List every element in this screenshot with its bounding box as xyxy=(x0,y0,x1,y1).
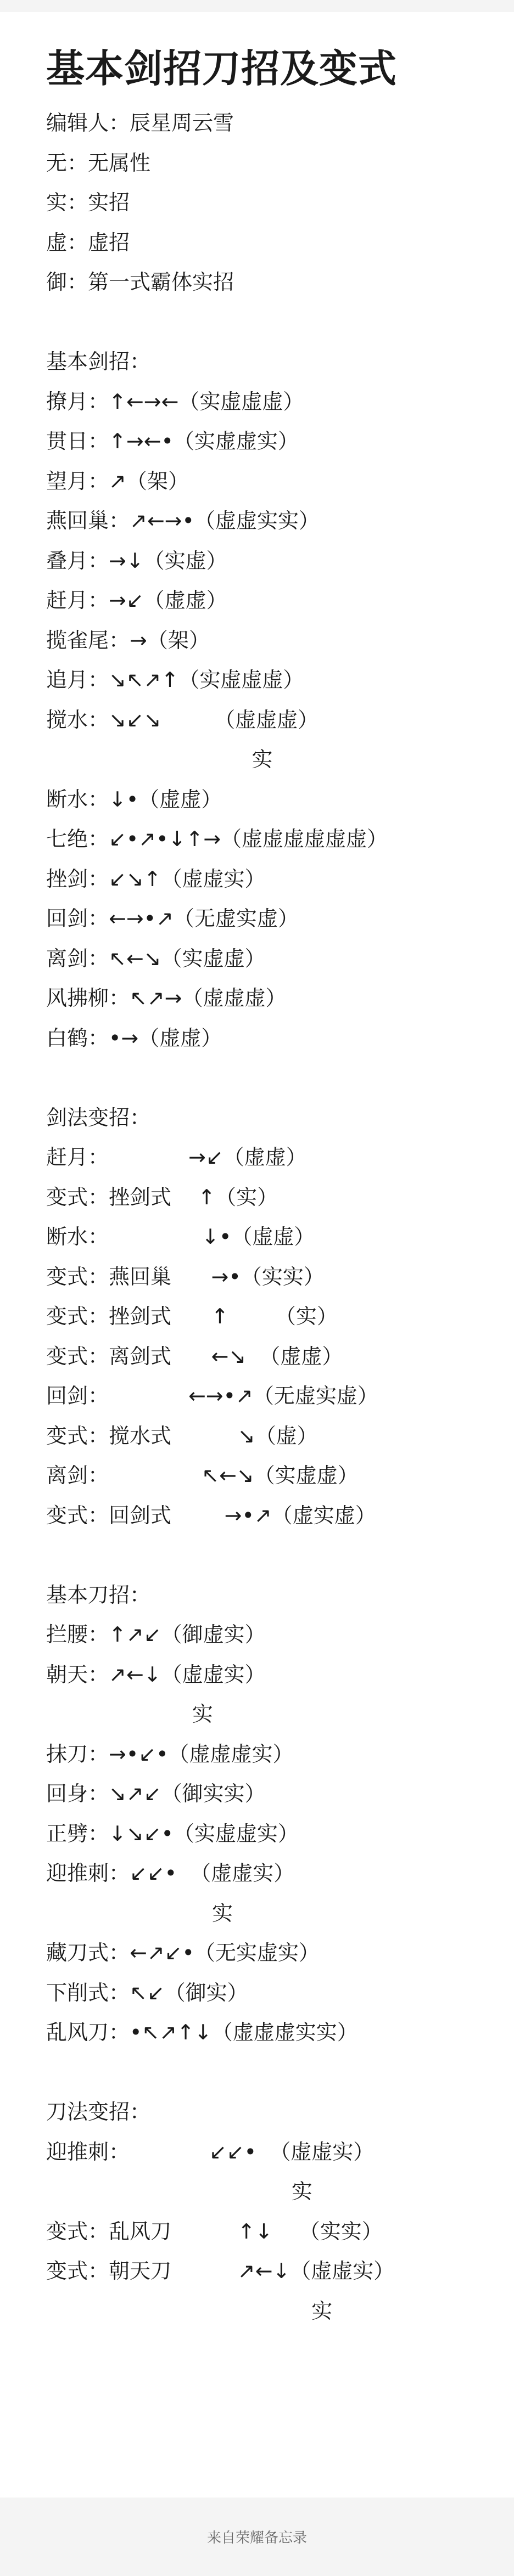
footer-source-text: 来自荣耀备忘录 xyxy=(206,2530,307,2546)
blank-line xyxy=(46,302,496,342)
note-line: 回剑： ←→•↗（无虚实虚） xyxy=(46,1384,378,1408)
note-line: 抹刀：→•↙•（虚虚虚实） xyxy=(46,1741,294,1766)
note-line: 搅水：↘↙↘ （虚虚虚） xyxy=(46,707,319,732)
note-title: 基本剑招刀招及变式 xyxy=(46,46,397,91)
note-line: 变式：挫剑式 ↑ （实） xyxy=(46,1304,338,1328)
note-line: 赶月： →↙（虚虚） xyxy=(46,1145,307,1169)
note-line: 拦腰：↑↗↙（御虚实） xyxy=(46,1622,266,1647)
note-line: 基本刀招： xyxy=(46,1582,151,1607)
note-line: 藏刀式：←↗↙•（无实虚实） xyxy=(46,1941,320,1965)
note-line: 挫剑：↙↘↑（虚虚实） xyxy=(46,866,266,891)
note-line: 迎推刺： ↙↙• （虚虚实） xyxy=(46,2139,375,2164)
note-line: 正劈：↓↘↙•（实虚虚实） xyxy=(46,1821,299,1846)
note-line: 迎推刺：↙↙• （虚虚实） xyxy=(46,1861,295,1885)
note-line: 虚：虚招 xyxy=(46,230,130,255)
note-line: 回剑：←→•↗（无虚实虚） xyxy=(46,906,299,931)
note-line: 变式：离剑式 ←↘ （虚虚） xyxy=(46,1344,343,1368)
note-line: 燕回巢：↗←→•（虚虚实实） xyxy=(46,509,320,533)
blank-line xyxy=(46,2053,496,2093)
note-line: 实 xyxy=(46,2298,333,2323)
note-line: 变式：朝天刀 ↗←↓（虚虚实） xyxy=(46,2259,395,2283)
note-line: 撩月：↑←→←（实虚虚虚） xyxy=(46,389,304,414)
note-line: 实 xyxy=(46,1901,233,1925)
note-line: 无：无属性 xyxy=(46,150,151,175)
note-line: 赶月：→↙（虚虚） xyxy=(46,588,227,612)
note-line: 刀法变招： xyxy=(46,2100,151,2124)
note-line: 实：实招 xyxy=(46,190,130,215)
note-line: 变式：挫剑式 ↑（实） xyxy=(46,1185,278,1209)
note-line: 实 xyxy=(46,2179,312,2203)
note-line: 揽雀尾：→（架） xyxy=(46,628,210,652)
blank-line xyxy=(46,1535,496,1575)
note-line: 乱风刀：•↖↗↑↓（虚虚虚实实） xyxy=(46,2020,358,2044)
note-line: 基本剑招： xyxy=(46,350,151,374)
note-line: 剑法变招： xyxy=(46,1105,151,1130)
note-line: 断水： ↓•（虚虚） xyxy=(46,1225,315,1249)
top-status-strip xyxy=(0,0,514,12)
note-line: 贯日：↑→←•（实虚虚实） xyxy=(46,429,299,453)
footer-bar xyxy=(0,2498,514,2576)
note-line: 回身：↘↗↙（御实实） xyxy=(46,1782,266,1806)
note-line: 朝天：↗←↓（虚虚实） xyxy=(46,1662,266,1687)
note-line: 叠月：→↓（实虚） xyxy=(46,548,227,573)
note-content xyxy=(46,38,496,2331)
blank-line xyxy=(46,1058,496,1098)
note-line: 白鹤：•→（虚虚） xyxy=(46,1025,222,1050)
note-body xyxy=(46,103,496,2331)
note-line: 望月：↗（架） xyxy=(46,469,189,493)
note-line: 编辑人：辰星周云雪 xyxy=(46,111,234,135)
note-line: 实 xyxy=(46,747,273,771)
note-line: 追月：↘↖↗↑（实虚虚虚） xyxy=(46,668,304,692)
note-line: 实 xyxy=(46,1702,213,1726)
note-line: 风拂柳：↖↗→（虚虚虚） xyxy=(46,986,287,1010)
note-line: 七绝：↙•↗•↓↑→（虚虚虚虚虚虚） xyxy=(46,827,388,851)
note-line: 变式：搅水式 ↘（虚） xyxy=(46,1423,318,1448)
note-line: 下削式：↖↙（御实） xyxy=(46,1980,248,2005)
note-line: 离剑： ↖←↘（实虚虚） xyxy=(46,1463,359,1487)
note-line: 离剑：↖←↘（实虚虚） xyxy=(46,946,266,971)
note-line: 变式：燕回巢 →•（实实） xyxy=(46,1264,325,1289)
note-line: 变式：乱风刀 ↑↓ （实实） xyxy=(46,2219,383,2244)
note-line: 变式：回剑式 →•↗（虚实虚） xyxy=(46,1503,376,1527)
note-line: 御：第一式霸体实招 xyxy=(46,270,234,294)
note-line: 断水：↓•（虚虚） xyxy=(46,787,222,811)
